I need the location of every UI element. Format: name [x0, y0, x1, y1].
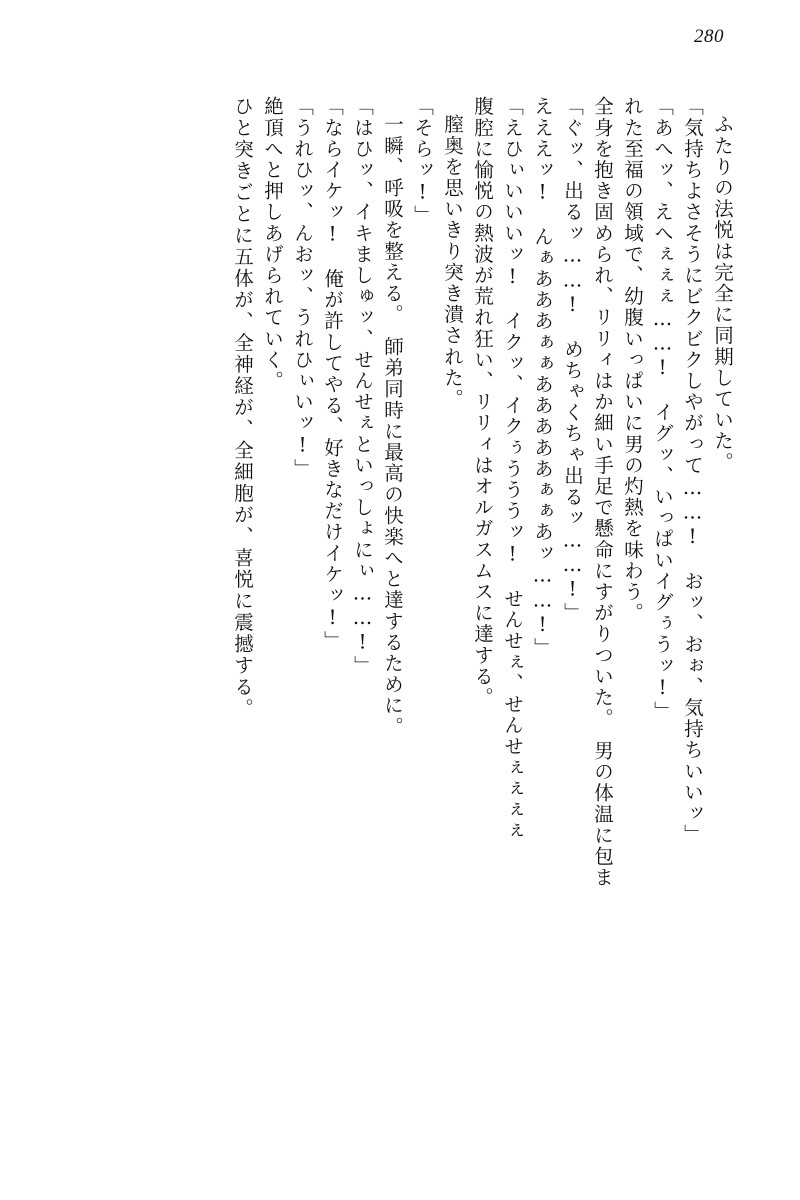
text-column: れた至福の領域で、幼腹いっぱいに男の灼熱を味わう。 [621, 96, 644, 624]
text-column: 一瞬、呼吸を整える。 師弟同時に最高の快楽へと達するために。 [381, 114, 404, 738]
text-column: 「気持ちよさそうにビクビクしやがって……! おッ、おぉ、気持ちいいッ」 [681, 96, 704, 845]
text-column: ひと突きごとに五体が、全神経が、全細胞が、喜悦に震撼する。 [231, 96, 254, 720]
vertical-text-body [60, 96, 732, 1106]
text-column: 「はひッ、イキましゅッ、せんせぇといっしょにぃ……!」 [351, 96, 374, 677]
text-column: 腹腔に愉悦の熱波が荒れ狂い、リリィはオルガスムスに達する。 [471, 96, 494, 708]
text-column: 「ぐッ、出るッ……! めちゃくちゃ出るッ……!」 [561, 96, 584, 624]
text-column: 「そらッ!」 [411, 96, 434, 227]
text-column: ふたりの法悦は完全に同期していた。 [711, 114, 734, 473]
text-column: えええッ! んぁあああぁぁあああああぁぁあッ……!」 [531, 96, 554, 659]
page-number: 280 [694, 26, 724, 47]
text-column: 「えひぃいいいッ! イクッ、イクぅうううッ! せんせぇ、せんせぇぇぇぇ [501, 96, 524, 842]
text-column: 全身を抱き固められ、リリィはか細い手足で懸命にすがりついた。 男の体温に包ま [591, 96, 614, 889]
text-column: 「あへッ、えへぇぇぇ……! イグッ、いっぱいイグぅうッ!」 [651, 96, 674, 722]
text-column: 「うれひッ、んおッ、うれひぃいッ!」 [291, 96, 314, 480]
text-column: 「ならイケッ! 俺が許してやる、好きなだけイケッ!」 [321, 96, 344, 652]
text-column: 絶頂へと押しあげられていく。 [261, 96, 284, 392]
text-column: 膣奥を思いきり突き潰された。 [441, 114, 464, 410]
